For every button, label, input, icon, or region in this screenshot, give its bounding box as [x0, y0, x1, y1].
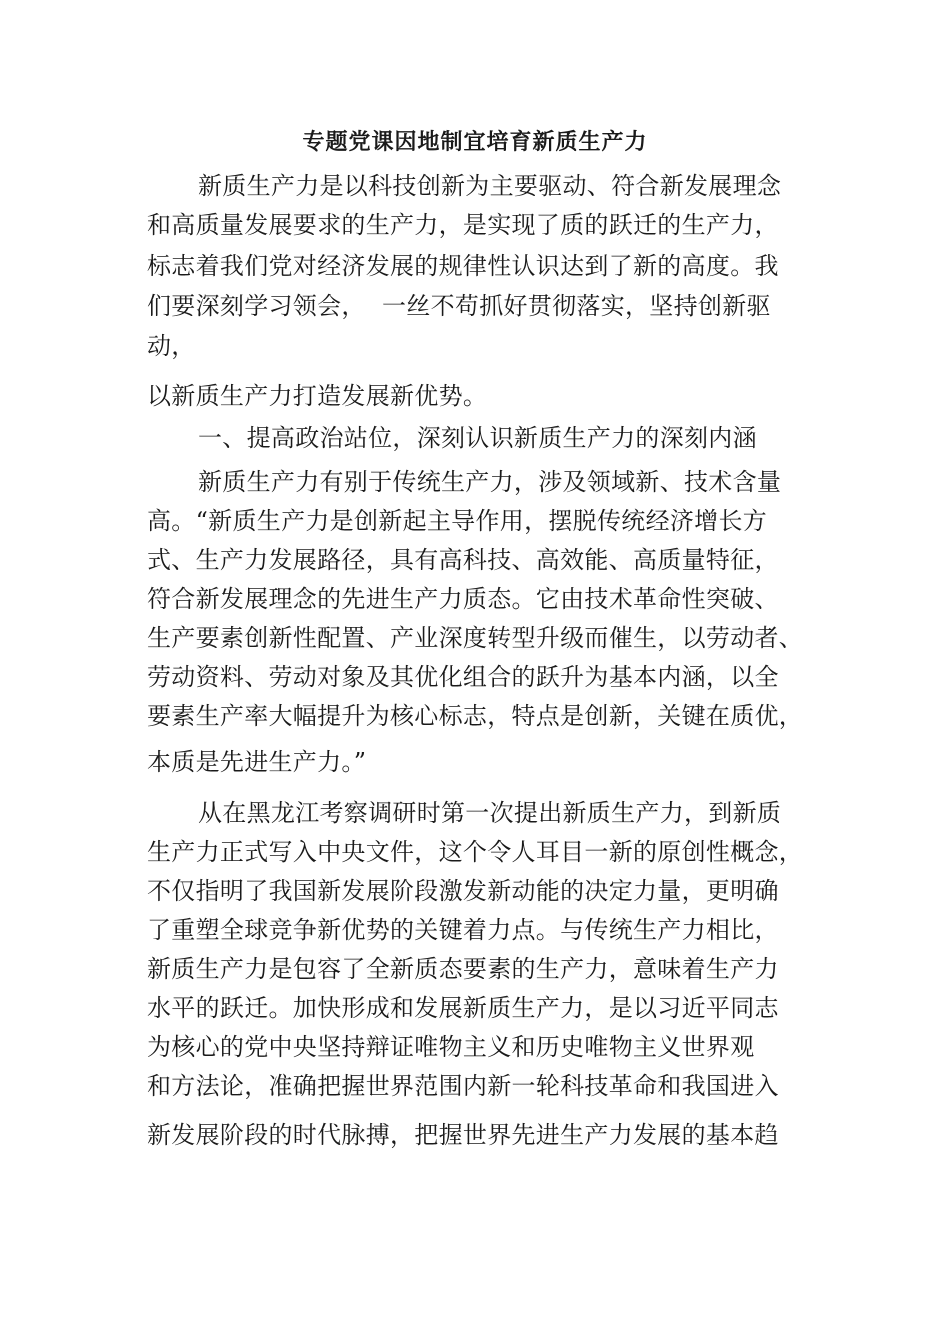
document-title: 专题党课因地制宜培育新质生产力: [302, 129, 648, 155]
text-line: [0, 542, 950, 578]
text-segment: 不仅指明了我国新发展阶段激发新动能的决定力量，更明确: [147, 877, 779, 905]
text-line: [0, 248, 950, 284]
text-line: [0, 912, 950, 948]
text-segment: 新发展阶段的时代脉搏，把握世界先进生产力发展的基本趋: [147, 1121, 779, 1149]
text-segment: 和高质量发展要求的生产力，是实现了质的跃迁的生产力，: [147, 211, 779, 239]
text-segment: 本质是先进生产力。”: [147, 748, 367, 776]
text-segment: 劳动资料、劳动对象及其优化组合的跃升为基本内涵，以全: [147, 663, 779, 691]
text-line: [0, 581, 950, 617]
text-segment: 式、生产力发展路径，具有高科技、高效能、高质量特征，: [147, 546, 779, 574]
text-line: [0, 951, 950, 987]
text-line: [0, 990, 950, 1026]
text-segment: 生产要素创新性配置、产业深度转型升级而催生，以劳动者、: [147, 624, 804, 652]
text-line: [0, 378, 950, 414]
text-segment: 新质生产力有别于传统生产力，涉及领域新、技术含量: [198, 468, 782, 496]
text-line: [0, 698, 950, 734]
text-line: [0, 328, 950, 364]
text-line: [0, 1117, 950, 1153]
section-heading: [0, 420, 950, 456]
text-segment: 高。“新质生产力是创新起主导作用，摆脱传统经济增长方: [147, 507, 768, 535]
text-line: [0, 834, 950, 870]
text-segment: 标志着我们党对经济发展的规律性认识达到了新的高度。我: [147, 252, 779, 280]
text-line: [0, 1068, 950, 1104]
text-line: [0, 464, 950, 500]
text-line: [0, 873, 950, 909]
text-line: [0, 168, 950, 204]
text-segment: 为核心的党中央坚持辩证唯物主义和历史唯物主义世界观: [147, 1033, 755, 1061]
text-segment: 和方法论，准确把握世界范围内新一轮科技革命和我国进入: [147, 1072, 779, 1100]
text-line: [0, 1029, 950, 1065]
text-segment: 们要深刻学习领会，: [147, 292, 366, 320]
text-line: [0, 620, 950, 656]
text-segment: 一丝不苟抓好贯彻落实，坚持创新驱: [382, 292, 771, 320]
text-segment: 要素生产率大幅提升为核心标志，特点是创新，关键在质优，: [147, 702, 804, 730]
text-segment: 了重塑全球竞争新优势的关键着力点。与传统生产力相比，: [147, 916, 779, 944]
text-segment: 以新质生产力打造发展新优势。: [147, 382, 488, 410]
text-segment: 新质生产力是包容了全新质态要素的生产力，意味着生产力: [147, 955, 779, 983]
text-segment: 从在黑龙江考察调研时第一次提出新质生产力，到新质: [198, 799, 782, 827]
text-segment: 一、提高政治站位，深刻认识新质生产力的深刻内涵: [198, 424, 757, 452]
text-line: [0, 288, 950, 324]
text-line: [0, 744, 950, 780]
text-line: [0, 795, 950, 831]
text-line: [0, 207, 950, 243]
text-segment: 水平的跃迁。加快形成和发展新质生产力，是以习近平同志: [147, 994, 779, 1022]
text-line: [0, 659, 950, 695]
text-line: [0, 503, 950, 539]
text-segment: 生产力正式写入中央文件，这个令人耳目一新的原创性概念，: [147, 838, 804, 866]
text-segment: 符合新发展理念的先进生产力质态。它由技术革命性突破、: [147, 585, 779, 613]
text-segment: 新质生产力是以科技创新为主要驱动、符合新发展理念: [198, 172, 782, 200]
text-segment: 动，: [147, 332, 196, 360]
